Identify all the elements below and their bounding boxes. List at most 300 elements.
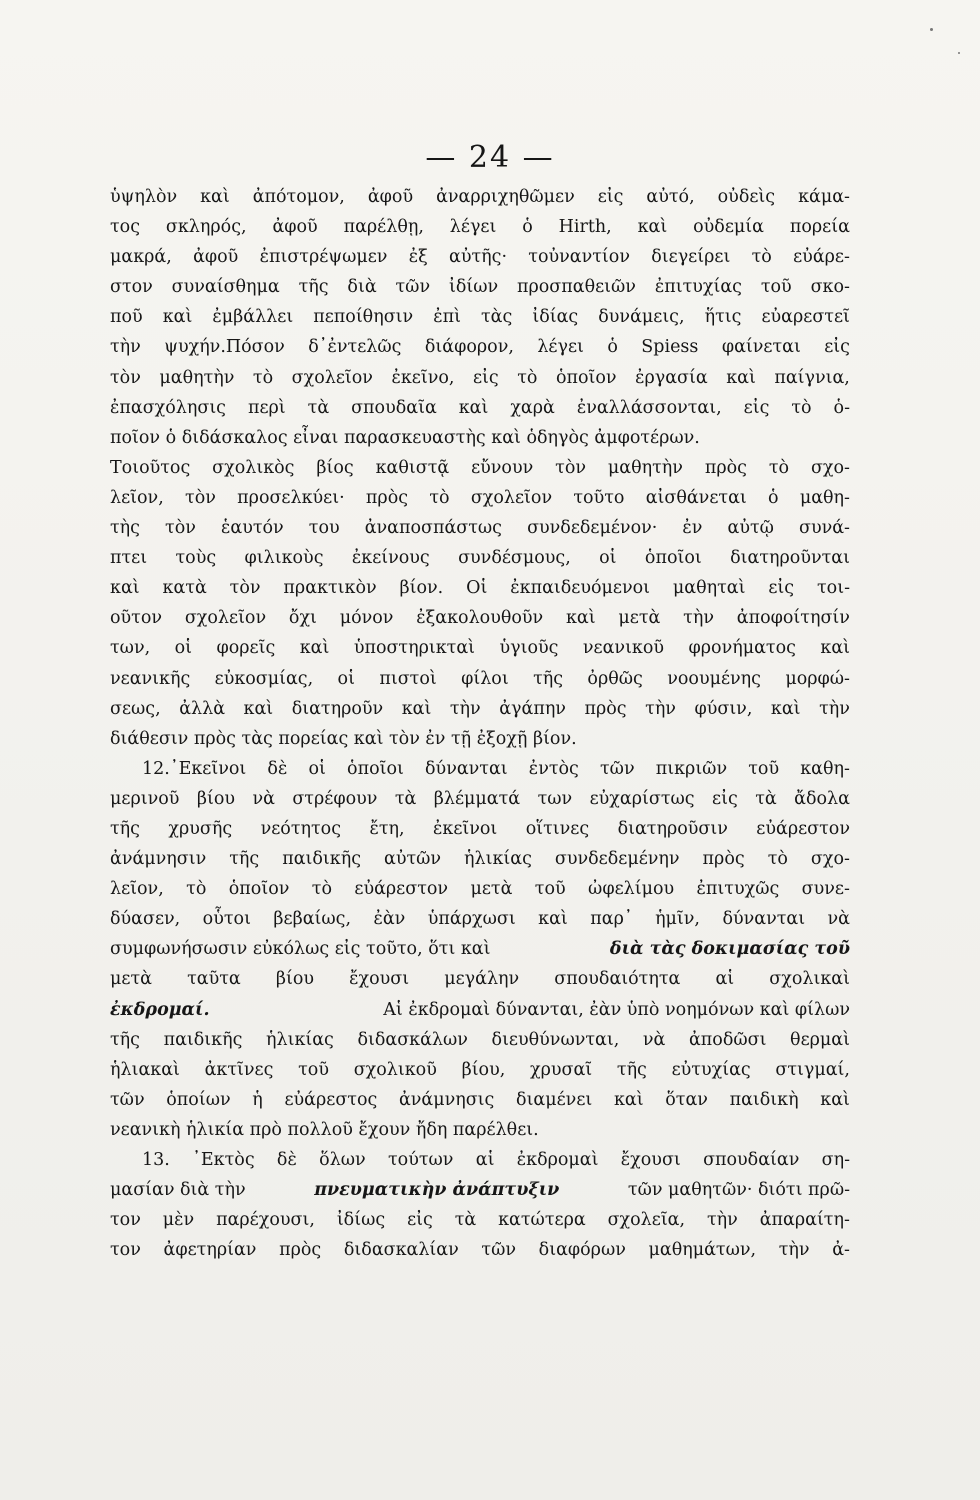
word: μαθη- [799,487,850,508]
word: τὴν [110,337,141,358]
word: ὁ [768,487,779,508]
text-segment: Αἱ ἐκδρομαὶ δύνανται, ἐὰν ὑπὸ νοημόνων καὶ φίλων [377,999,850,1020]
word: σχολικοῦ [353,1059,437,1080]
word: εὐάρε- [793,247,850,268]
word: αὐτῷ [727,518,774,539]
word: ἐπιτυχῶς [696,879,780,900]
word: ἑαυτόν [220,518,284,539]
word: τῆς [298,277,329,298]
word: ἡμῖν, [655,909,700,930]
word: οὐδεὶς [717,187,776,207]
text-line [110,212,850,242]
word: βίον. [399,578,444,599]
word: καθιστᾷ [375,457,450,478]
word: νεανικῆς [110,668,191,689]
word: καὶ [770,698,801,719]
word: μεγάλην [444,969,520,990]
word: ἀποφοίτησίν [736,608,850,629]
word: τὴν [778,1240,810,1261]
word: ἀφοῦ [367,187,414,207]
word: ψυχήν.Πόσον [164,337,285,358]
print-speck [930,28,933,31]
word: ἀγάπην [499,698,566,719]
word: 12.᾿Εκεῖνοι [142,758,247,779]
word: φύσιν, [694,698,753,719]
word: ἡλικίας [266,1029,334,1050]
word: τῶν [600,758,635,779]
word: τοῦ [534,879,566,900]
word: τούτων [388,1150,454,1170]
word: πρὸς [704,457,747,478]
word: ἀκτῖνες [204,1059,274,1080]
text-line [110,754,850,784]
word: εὐκοσμίας, [214,668,314,689]
word: καὶ [820,638,850,659]
word: διατηροῦσιν [617,818,728,839]
text-line [110,1115,850,1145]
word: ἀποδῶσι [688,1029,767,1050]
word: οὗτοι [202,909,251,930]
word: καὶ [243,698,274,719]
word: τὴν [645,698,676,719]
word: ὅλων [319,1150,366,1170]
word: τῆς [616,1059,647,1080]
word: ἀνάμνησιν [110,849,207,870]
word: ἀνάμνησις [398,1089,495,1110]
word: αὐτῆς· [449,247,508,268]
word: σεως, [110,698,161,719]
word: ὠφελίμου [588,879,675,900]
word: ἰδίως [336,1210,386,1231]
word: τοῦ [298,1059,329,1080]
word: τὴν [449,698,481,719]
word: ὁ- [833,397,850,418]
word: αὐτῶν [384,849,442,870]
word: οἱ [599,548,617,569]
word: τὸ [767,849,788,870]
word: τὸν [110,367,141,388]
word: τὸ [252,367,274,388]
word: σχο- [810,457,850,478]
word: διατηροῦν [291,698,384,719]
word: ἐμβάλλει [212,307,294,328]
word: ἀπότομον, [252,187,345,207]
word: Spiess [641,337,699,358]
text-line [110,904,850,934]
word: διεγείρει [651,247,731,268]
emphasis-segment: πνευματικὴν ἀνάπτυξιν [314,1180,560,1201]
word: διευθύνωνται, [491,1029,620,1050]
text-line [110,423,850,453]
word: τὸ [311,879,332,900]
word: ἐν [682,518,703,539]
word: φίλοι [461,668,509,689]
word: καὶ [162,307,193,328]
word: τὸν [165,518,196,539]
text-line [110,363,850,393]
word: ἐξακολουθοῦν [416,608,544,629]
text-line [110,603,850,633]
word: ἡλικίας [464,849,532,870]
word: ᾿Εκτὸς [192,1150,255,1170]
word: σπουδαίαν [703,1150,800,1170]
word: ὁποίων [166,1089,231,1110]
word: ἐπιτυχίας [654,277,742,298]
word: παιδικῆς [282,849,361,870]
word: νοουμένης [667,668,761,689]
word: περὶ [247,397,286,418]
word: σπουδαῖα [351,397,437,418]
word: ὑγιοῦς [499,638,559,659]
word: συνά- [799,518,850,539]
word: χαρὰ [510,397,555,418]
text-line [110,964,850,994]
word: καὶ [538,909,568,930]
word: δύνανται [722,909,806,930]
text-line [110,664,850,694]
word: σχολεῖα, [607,1210,686,1231]
text-line [110,934,850,964]
word: μερινοῦ [110,788,180,809]
word: ὑποστηρικταὶ [353,638,476,659]
word: τὸ [768,457,790,478]
word: πτει [110,548,148,569]
word: καὶ [565,608,596,629]
text-segment: τῶν μαθητῶν· διότι πρῶ- [622,1180,850,1201]
word: συνε- [801,879,850,900]
text-segment: μασίαν διὰ τὴν [110,1180,252,1201]
word: εὐτυχίας [671,1059,751,1080]
word: φιλικοὺς [244,548,324,569]
word: νὰ [252,788,275,809]
word: ἐπασχόλησις [110,397,226,418]
word: ὄχι [288,608,317,629]
text-line [110,182,850,212]
word: τὸ [429,487,450,508]
word: βλέμματά [433,788,521,809]
word: Hirth, [558,217,612,238]
word: τὰ [394,788,417,809]
word: συνδέσμους, [458,548,571,569]
word: σκληρός, [165,217,247,238]
word: καὶ [613,1089,644,1110]
word: τὸν [229,578,261,599]
word: βίος [316,457,354,478]
word: τὸ [751,247,772,268]
text-line [110,393,850,423]
word: εἰς [743,397,770,418]
word: σκο- [810,277,850,298]
word: οἱ [337,668,355,689]
word: τον [110,1210,141,1231]
word: ση- [821,1150,850,1170]
text-segment: νεανικὴ ἡλικία πρὸ πολλοῦ ἔχουν ἤδη παρέλθει. [110,1119,539,1140]
text-line [110,332,850,362]
word: ὁποῖοι [347,758,404,779]
word: ἀναποσπάστως [364,518,502,539]
word: Οἱ [466,578,488,599]
text-line [110,242,850,272]
word: ἀφοῦ [272,217,318,238]
word: ὁποῖον [228,879,290,900]
word: ἐναλλάσσονται, [576,397,722,418]
emphasis-segment: διὰ τὰς δοκιμασίας τοῦ [609,939,850,960]
word: μόνον [339,608,394,629]
word: σπουδαιότητα [554,969,681,990]
word: εἰς [712,788,738,809]
word: κατὰ [162,578,207,599]
word: καὶ [401,698,432,719]
word: ἐξ [408,247,428,268]
word: φαίνεται [721,337,801,358]
word: τὰ [307,397,330,418]
word: τὸ [517,367,538,388]
word: δυνάμεις, [598,307,685,328]
word: σχο- [810,849,850,870]
word: ὑψηλὸν [110,187,178,207]
word: τὰς [480,307,513,328]
word: εἰς [597,187,624,207]
word: παρέχουσι, [216,1210,315,1231]
word: νεότητος [260,818,342,839]
text-line [110,453,850,483]
word: μετὰ [110,969,152,990]
word: τοῦτο [573,487,625,508]
word: ἔτη, [369,818,405,839]
word: τὸν [185,487,216,508]
text-line [110,543,850,573]
word: διδασκάλων [357,1029,468,1050]
word: τοῦ [760,277,792,298]
word: προσπαθειῶν [516,277,636,298]
word: των, [110,638,151,659]
word: χρυσῆς [168,818,233,839]
text-line [110,272,850,302]
word: πορεία [789,217,850,238]
word: πρὸς [365,487,409,508]
word: ἐκπαιδευόμενοι [510,578,650,599]
word: τῶν [481,1240,517,1261]
word: δύνανται [425,758,508,779]
word: λεῖον, [110,879,164,900]
word: μορφώ- [785,668,850,689]
word: 13. [142,1150,170,1170]
word: ἄδολα [794,788,850,809]
word: ἐργασία [635,367,708,388]
word: καθη- [800,758,850,779]
word: σχολεῖον [291,367,373,388]
text-line [110,1025,850,1055]
text-line [110,694,850,724]
word: τὴν [706,1210,738,1231]
word: εὐχαρίστως [589,788,695,809]
word: τοὺς [175,548,217,569]
word: μετὰ [470,879,513,900]
word: ἀ- [832,1240,850,1261]
text-line [110,1085,850,1115]
word: μετὰ [618,608,661,629]
word: στρέφουν [292,788,378,809]
word: ἔχουσι [620,1150,681,1170]
word: ὑπάρχωσι [427,909,516,930]
word: κατώτερα [498,1210,586,1231]
word: τὴν [819,698,850,719]
word: πρὸς [702,849,745,870]
word: του [308,518,340,539]
word: καὶ [726,367,756,388]
word: παρ᾽ [590,909,633,930]
word: τοὐναντίον [528,247,630,268]
text-line [110,302,850,332]
word: νὰ [642,1029,666,1050]
word: βεβαίως, [273,909,352,930]
word: τῶν [395,277,431,298]
text-line [110,1235,850,1265]
text-line [110,995,850,1025]
word: πικριῶν [655,758,728,779]
word: τοι- [816,578,850,599]
word: συνδεδεμένην [554,849,680,870]
text-line [110,814,850,844]
word: καὶ [458,397,489,418]
word: ἀπαραίτη- [759,1210,850,1231]
word: ἀφοῦ [193,247,239,268]
word: ἐκεῖνο, [391,367,455,388]
word: καὶ [200,187,230,207]
word: ἀλλὰ [179,698,226,719]
word: καὶ [110,578,140,599]
word: βίου, [461,1059,506,1080]
word: μαθητὴν [607,457,683,478]
word: παίγνια, [774,367,850,388]
word: τὸ [186,879,207,900]
word: νεανικοῦ [582,638,665,659]
word: εἰς [472,367,499,388]
word: ἰδίων [448,277,499,298]
word: τον [110,1240,141,1261]
word: βίου [275,969,314,990]
word: προσελκύει· [237,487,345,508]
text-line [110,573,850,603]
text-segment: συμφωνήσωσιν εὐκόλως εἰς τοῦτο, ὅτι καὶ [110,939,497,960]
word: ἐπὶ [433,307,461,328]
word: σχολεῖον [184,608,267,629]
word: μαθηταὶ [672,578,746,599]
word: ἐκδρομαὶ [516,1150,599,1170]
word: τὴς [110,518,140,539]
word: δύασεν, [110,909,181,930]
word: διαμένει [516,1089,593,1110]
word: οἵτινες [525,818,590,839]
word: δὲ [276,1150,297,1170]
word: ἥτις [704,307,742,328]
word: ἐκεῖνοι [432,818,498,839]
word: ἐκείνους [351,548,430,569]
word: παρέλθῃ, [343,217,424,238]
page-number: — 24 — [425,140,555,175]
word: εὐάρεστον [756,818,850,839]
text-line [110,1175,850,1205]
word: ἀναρριχηθῶμεν [436,187,575,207]
word: στον [110,277,153,298]
text-line [110,874,850,904]
word: κάμα- [798,187,850,207]
word: θερμαὶ [790,1029,850,1050]
word: τὴν [683,608,714,629]
word: οὐδεμία [693,217,764,238]
word: ἐπιστρέψωμεν [259,247,388,268]
word: βίου [196,788,235,809]
word: εὐαρεστεῖ [761,307,850,328]
word: αἰσθάνεται [645,487,747,508]
word: πρὸς [584,698,627,719]
word: καὶ [820,1089,850,1110]
word: συναίσθημα [171,277,280,298]
word: σχολικὸς [212,457,295,478]
word: νὰ [827,909,850,930]
word: ὀρθῶς [587,668,643,689]
word: τῆς [533,668,564,689]
word: καὶ [299,638,330,659]
word: πιστοὶ [379,668,437,689]
word: ταῦτα [187,969,241,990]
word: εἰς [768,578,795,599]
word: οῦτον [110,608,163,629]
word: τῶν [110,1089,145,1110]
body-text [110,182,850,1265]
word: εἰς [407,1210,433,1231]
word: εὐάρεστος [284,1089,378,1110]
word: ἐντὸς [528,758,579,779]
word: πρὸς [279,1240,322,1261]
word: τοῦ [748,758,780,779]
word: παιδικὴ [729,1089,799,1110]
word: τὸν [555,457,586,478]
word: ἡλιακαὶ [110,1059,180,1080]
word: Τοιοῦτος [110,457,191,478]
word: τῆς [110,818,140,839]
word: ὁ [522,217,533,238]
word: ἡ [252,1089,263,1110]
word: ἐὰν [373,909,406,930]
word: μακρά, [110,247,172,268]
text-line [110,784,850,814]
word: οἱ [308,758,326,779]
text-line [110,483,850,513]
word: στιγμαί, [775,1059,850,1080]
print-speck [958,52,960,54]
word: δ᾽ἐντελῶς [308,337,402,358]
word: αἱ [715,969,735,990]
word: καὶ [637,217,668,238]
word: πρακτικὸν [283,578,377,599]
word: ὁ [607,337,618,358]
word: τος [110,217,141,238]
word: εὐάρεστον [354,879,449,900]
word: λεῖον, [110,487,164,508]
word: λέγει [537,337,584,358]
word: ἰδίας [532,307,579,328]
text-line [110,1145,850,1175]
word: μαθητὴν [159,367,235,388]
word: τὰ [454,1210,477,1231]
text-line [110,1055,850,1085]
text-line [110,1205,850,1235]
word: διαφόρων [538,1240,626,1261]
word: εὔνουν [471,457,534,478]
word: πεποίθησιν [313,307,414,328]
word: τὸ [791,397,812,418]
